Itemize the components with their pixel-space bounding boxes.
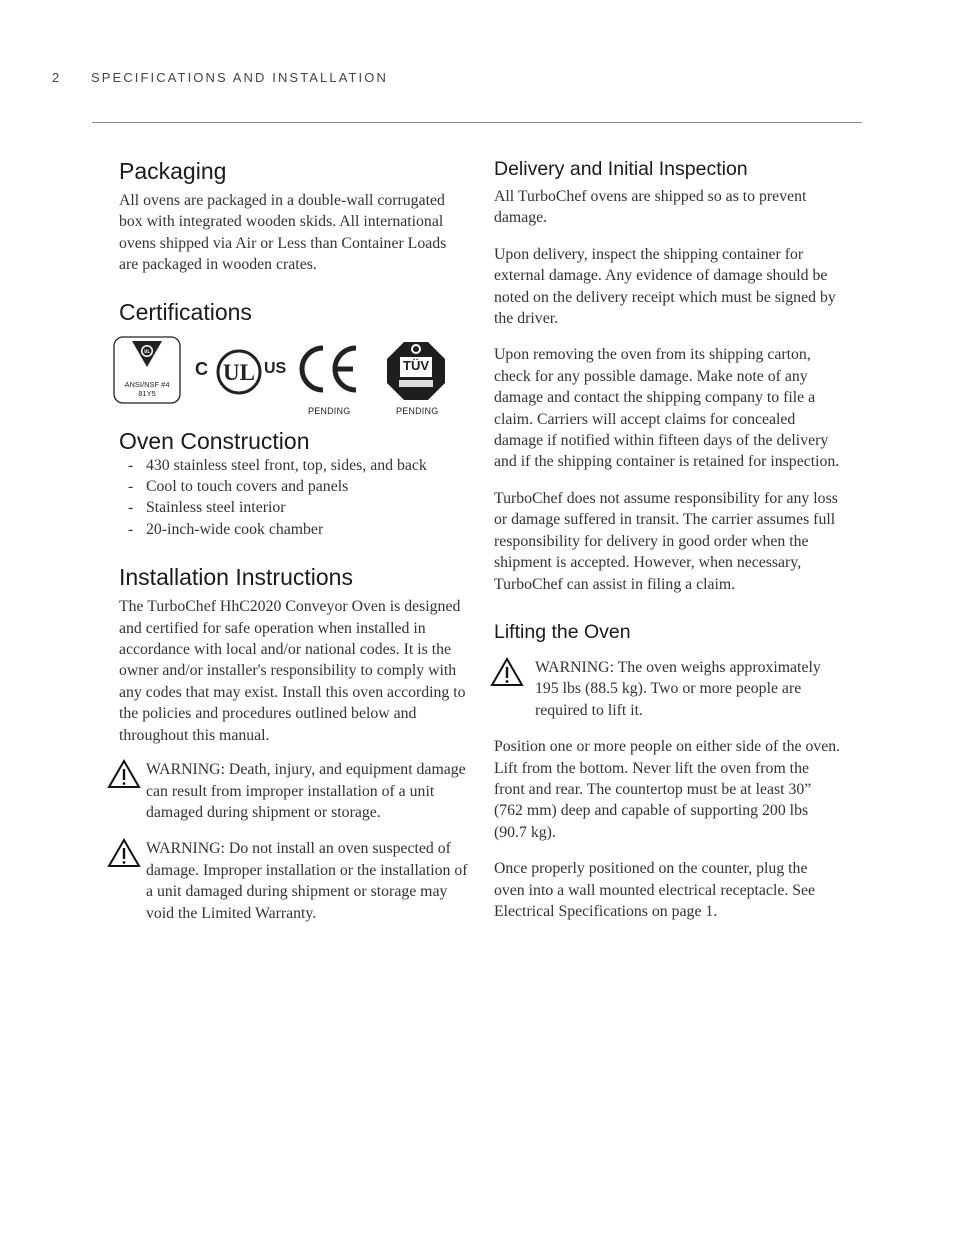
delivery-paragraph: Upon delivery, inspect the shipping container for external damage. Any evidence of damage should be noted on the delivery receipt which must be signed by the driver. [494,245,836,328]
ce-mark-icon [297,344,359,394]
installation-body: The TurboChef HhC2020 Conveyor Oven is designed and certified for safe operation when installed in accordance with local and/or national codes. It is the owner and/or installer's responsibility to comply with any codes that may exist. Install this oven according to the policies and procedures outlined below and throughout this manual. [119,598,466,744]
ce-pending: PENDING [308,405,351,416]
warning-triangle-icon [107,759,141,789]
delivery-paragraph: Upon removing the oven from its shipping carton, check for any possible damage. Make note of any damage and contact the shipping company to file a claim. Carriers will accept claims for concealed damage if notified within fifteen days of the delivery and if the shipping container is retained for inspection. [494,346,840,471]
header-rule [92,122,862,123]
svg-text:UL: UL [144,348,150,354]
ul-us-label: US [264,359,287,377]
tuv-logo [385,340,447,402]
nsf-logo [113,336,181,404]
construction-heading: Oven Construction [119,427,310,454]
delivery-heading: Delivery and Initial Inspection [494,158,748,180]
installation-warning-2 [119,838,469,924]
warning-triangle-icon [107,838,141,868]
list-item: - Cool to touch covers and panels [119,476,469,497]
certification-logos [119,338,469,420]
ul-mark-icon [216,349,262,395]
packaging-body: All ovens are packaged in a double-wall corrugated box with integrated wooden skids. All international ovens shipped via Air or Less than Container Loads are packaged in wooden crates. [119,192,447,274]
delivery-paragraph: All TurboChef ovens are shipped so as to prevent damage. [494,188,807,227]
installation-heading: Installation Instructions [119,564,353,591]
left-column [119,150,469,924]
svg-text:UL: UL [223,359,255,385]
ul-c-label: C [195,358,208,379]
warning-triangle-icon [490,657,524,687]
lifting-paragraph: Once properly positioned on the counter, plug the oven into a wall mounted electrical receptacle. See Electrical Specifications on page 1. [494,860,816,920]
packaging-heading: Packaging [119,158,227,184]
section-title: SPECIFICATIONS AND INSTALLATION [91,70,388,85]
installation-warning-1 [119,759,469,823]
warning-text: WARNING: Do not install an oven suspected of damage. Improper installation or the installation of a unit damaged during shipment or storage may void the Limited Warranty. [146,840,468,922]
construction-list [119,455,469,541]
right-column [494,150,842,922]
nsf-standard: ANSI/NSF #4 [124,379,170,389]
warning-text: WARNING: The oven weighs approximately 195 lbs (88.5 kg). Two or more people are required to lift it. [535,658,821,719]
culus-logo [195,349,287,395]
tuv-text: TÜV [403,357,429,373]
list-item: - 20-inch-wide cook chamber [119,519,469,540]
lifting-warning [494,657,842,721]
list-item: - Stainless steel interior [119,497,469,518]
list-item: - 430 stainless steel front, top, sides, and back [119,455,469,476]
warning-text: WARNING: Death, injury, and equipment damage can result from improper installation of a unit damaged during shipment or storage. [146,761,466,821]
page-number: 2 [52,70,60,85]
ce-logo [297,344,359,394]
nsf-code: 81Y5 [138,388,156,398]
lifting-paragraph: Position one or more people on either side of the oven. Lift from the bottom. Never lift the oven from the front and rear. The countertop must be at least 30” (762 mm) deep and capable of supporting 200 lbs (90.7 kg). [494,738,841,841]
tuv-pending: PENDING [396,405,439,416]
certifications-heading: Certifications [119,298,252,325]
lifting-heading: Lifting the Oven [494,620,631,643]
delivery-paragraph: TurboChef does not assume responsibility for any loss or damage suffered in transit. The carrier assumes full responsibility for delivery in good order when the shipment is accepted. However, when necessary, TurboChef can assist in filing a claim. [494,489,838,593]
page-header [52,70,388,85]
